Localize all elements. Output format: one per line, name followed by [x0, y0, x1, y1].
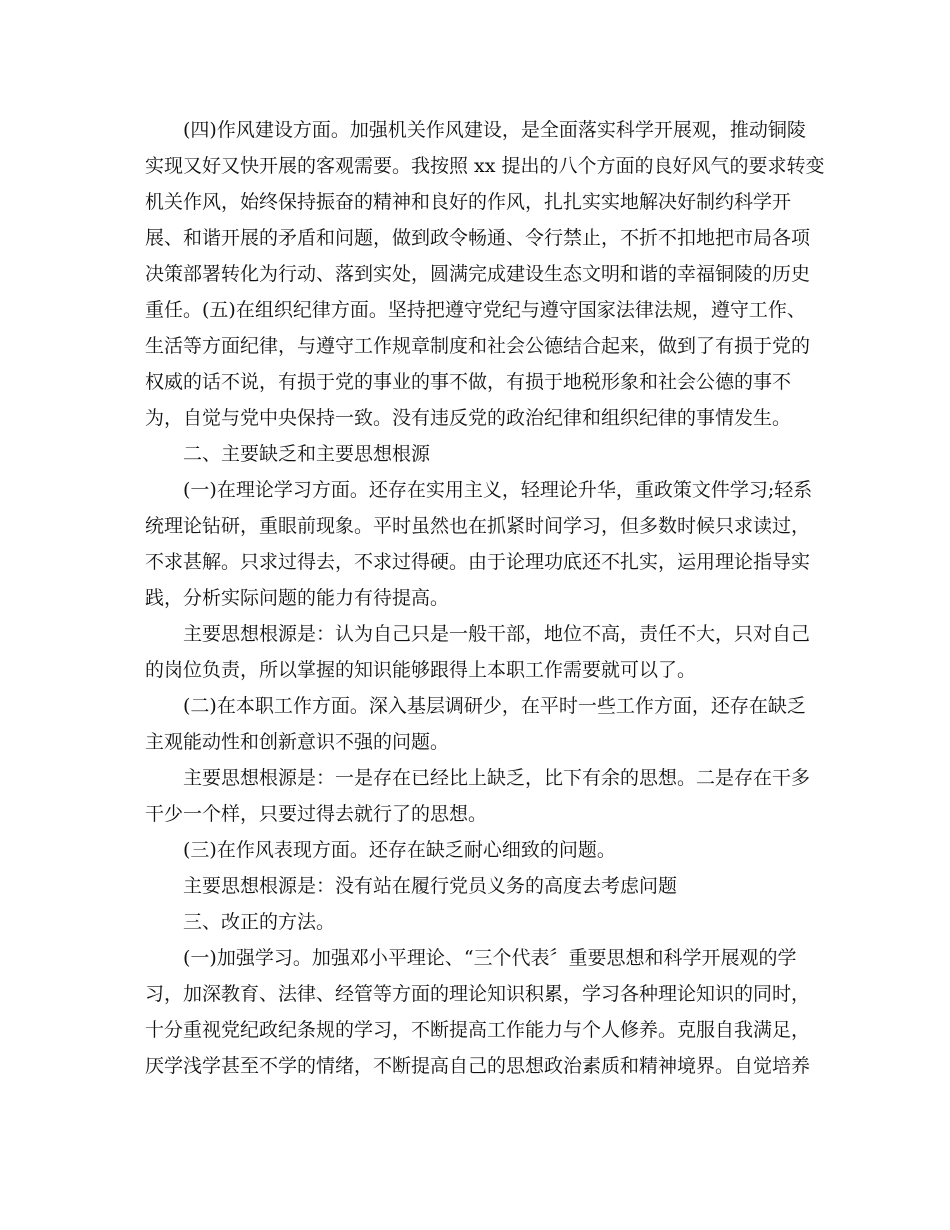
text-line: (一)在理论学习方面。还存在实用主义，轻理论升华，重政策文件学习;轻系 [183, 479, 813, 501]
text-line: (二)在本职工作方面。深入基层调研少，在平时一些工作方面，还存在缺乏 [183, 695, 806, 717]
text-line: 不求甚解。只求过得去，不求过得硬。由于论理功底还不扎实，运用理论指导实 [145, 551, 811, 573]
text-line: 决策部署转化为行动、落到实处，圆满完成建设生态文明和谐的幸福铜陵的历史 [145, 263, 811, 285]
text-line: (四)作风建设方面。加强机关作风建设，是全面落实科学开展观，推动铜陵 [183, 119, 806, 141]
document-body [145, 112, 825, 1084]
text-line: (三)在作风表现方面。还存在缺乏耐心细致的问题。 [183, 839, 616, 861]
text-line: 干少一个样，只要过得去就行了的思想。 [145, 803, 488, 825]
text-line: 的岗位负责，所以掌握的知识能够跟得上本职工作需要就可以了。 [145, 659, 697, 681]
text-line: 展、和谐开展的矛盾和问题，做到政令畅通、令行禁止，不折不扣地把市局各项 [145, 227, 811, 249]
text-line: 主观能动性和创新意识不强的问题。 [145, 731, 450, 753]
text-line: 厌学浅学甚至不学的情绪，不断提高自己的思想政治素质和精神境界。自觉培养 [145, 1055, 811, 1077]
section-heading: 三、改正的方法。 [183, 911, 336, 933]
text-line: 十分重视党纪政纪条规的学习，不断提高工作能力与个人修养。克服自我满足， [145, 1019, 811, 1041]
text-line: 主要思想根源是：没有站在履行党员义务的高度去考虑问题 [183, 875, 678, 897]
text-line: 主要思想根源是：一是存在已经比上缺乏，比下有余的思想。二是存在干多 [183, 767, 811, 789]
text-line: 为，自觉与党中央保持一致。没有违反党的政治纪律和组织纪律的事情发生。 [145, 407, 792, 429]
text-line: 主要思想根源是：认为自己只是一般干部，地位不高，责任不大，只对自己 [183, 623, 811, 645]
text-line: 重任。(五)在组织纪律方面。坚持把遵守党纪与遵守国家法律法规，遵守工作、 [145, 299, 806, 321]
text-line: 践，分析实际问题的能力有待提高。 [145, 587, 450, 609]
text-line: (一)加强学习。加强邓小平理论、“三个代表〞重要思想和科学开展观的学 [183, 947, 797, 969]
text-line: 习，加深教育、法律、经管等方面的理论知识积累，学习各种理论知识的同时， [145, 983, 811, 1005]
section-heading: 二、主要缺乏和主要思想根源 [183, 443, 431, 465]
text-line: 统理论钻研，重眼前现象。平时虽然也在抓紧时间学习，但多数时候只求读过， [145, 515, 811, 537]
text-line: 实现又好又快开展的客观需要。我按照 xx 提出的八个方面的良好风气的要求转变 [145, 155, 825, 177]
text-line: 权威的话不说，有损于党的事业的事不做，有损于地税形象和社会公德的事不 [145, 371, 792, 393]
text-line: 机关作风，始终保持振奋的精神和良好的作风，扎扎实实地解决好制约科学开 [145, 191, 792, 213]
text-line: 生活等方面纪律，与遵守工作规章制度和社会公德结合起来，做到了有损于党的 [145, 335, 811, 357]
